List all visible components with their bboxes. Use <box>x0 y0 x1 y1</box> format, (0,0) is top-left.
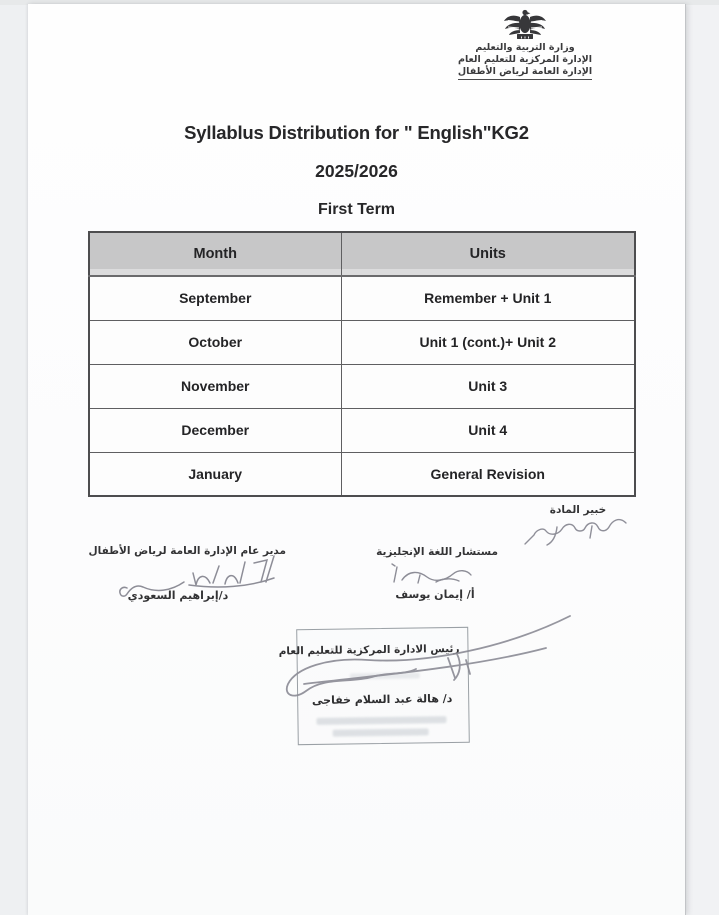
table-row <box>89 320 635 364</box>
school-year: 2025/2026 <box>315 161 398 181</box>
column-header-month: Month <box>89 232 341 276</box>
table-header-row <box>89 232 635 276</box>
units-cell: Unit 3 <box>341 364 635 408</box>
ministry-line-3: الإدارة العامة لرياض الأطفال <box>425 66 625 80</box>
kg-director-title: مدير عام الإدارة العامة لرياض الأطفال <box>88 545 286 557</box>
document-page <box>28 4 686 915</box>
month-cell: December <box>89 408 341 452</box>
ministry-header <box>425 4 625 80</box>
units-cell: Remember + Unit 1 <box>341 276 635 320</box>
term-label: First Term <box>317 201 396 218</box>
table-row <box>89 408 635 452</box>
subject-expert-signature <box>514 511 632 553</box>
kg-director-name: د/إبراهيم السعودي <box>127 589 229 602</box>
month-cell: January <box>89 452 341 496</box>
english-consultant-name: أ/ إيمان يوسف <box>395 588 475 601</box>
table-row <box>89 276 635 320</box>
table-row <box>89 364 635 408</box>
document-title: Syllablus Distribution for " English"KG2 <box>184 122 529 143</box>
ministry-text-lines <box>425 42 625 80</box>
central-admin-signature <box>240 602 580 732</box>
units-cell: Unit 1 (cont.)+ Unit 2 <box>341 320 635 364</box>
central-admin-name: د/ هالة عبد السلام خفاجى <box>311 692 453 707</box>
column-header-units: Units <box>341 232 635 276</box>
subject-expert-title: خبير المادة <box>549 504 607 516</box>
egypt-eagle-emblem-icon <box>503 8 547 41</box>
month-cell: September <box>89 276 341 320</box>
units-cell: General Revision <box>341 452 635 496</box>
ministry-line-1: وزارة التربية والتعليم <box>475 42 575 53</box>
english-consultant-signature <box>388 558 488 590</box>
ministry-line-2: الإدارة المركزية للتعليم العام <box>458 54 592 65</box>
syllabus-table <box>88 231 636 497</box>
central-admin-title: رئيس الادارة المركزية للتعليم العام <box>278 642 460 658</box>
month-cell: November <box>89 364 341 408</box>
title-block <box>28 122 685 219</box>
units-cell: Unit 4 <box>341 408 635 452</box>
table-row <box>89 452 635 496</box>
month-cell: October <box>89 320 341 364</box>
english-consultant-title: مستشار اللغة الإنجليزية <box>376 546 498 558</box>
